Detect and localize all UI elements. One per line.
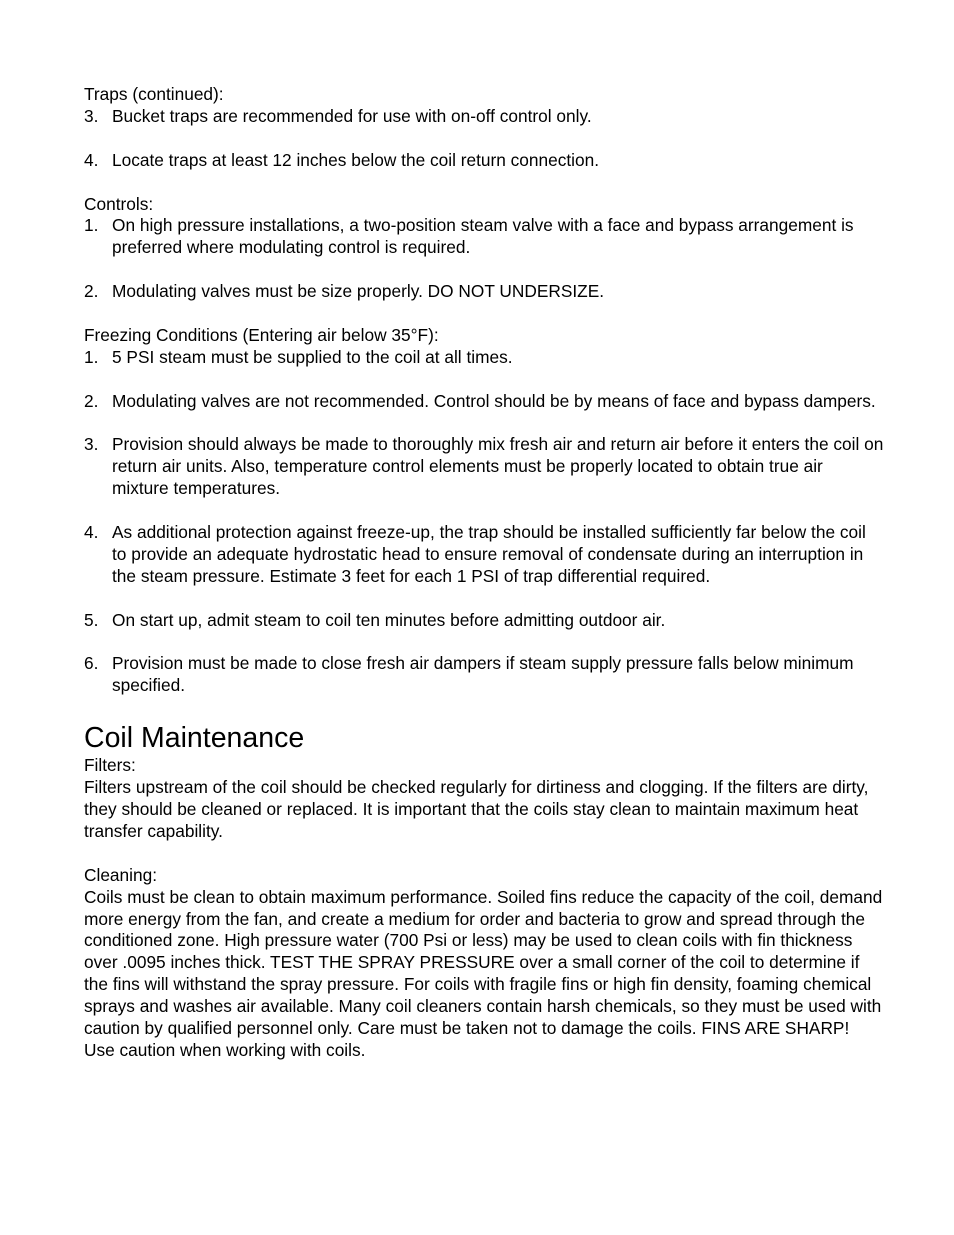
traps-list bbox=[84, 106, 884, 172]
freezing-section bbox=[84, 325, 884, 697]
list-item-text: Locate traps at least 12 inches below the coil return connection. bbox=[112, 149, 600, 170]
list-item-number: 5. bbox=[84, 609, 99, 630]
list-item-number: 2. bbox=[84, 390, 99, 411]
filters-paragraph: Filters upstream of the coil should be checked regularly for dirtiness and clogging. If the filters are dirty, they should be cleaned or replaced. It is important that the coils stay clean to maintain maximum heat transfer capability. bbox=[84, 777, 869, 841]
list-item-text: Provision must be made to close fresh air dampers if steam supply pressure falls below minimum specified. bbox=[112, 653, 854, 696]
spacer bbox=[84, 172, 884, 194]
list-item-number: 4. bbox=[84, 149, 99, 170]
list-item-text: On start up, admit steam to coil ten minutes before admitting outdoor air. bbox=[112, 609, 666, 630]
traps-heading: Traps (continued): bbox=[84, 84, 224, 104]
cleaning-paragraph: Coils must be clean to obtain maximum performance. Soiled fins reduce the capacity of the coil, demand more energy from the fan, and create a medium for order and bacteria to grow and spread through the conditioned zone. High pressure water (700 Psi or less) may be used to clean coils with fin thickness over .0095 inches thick. TEST THE SPRAY PRESSURE over a small corner of the coil to determine if the fins will withstand the spray pressure. For coils with fragile fins or high fin density, foaming chemical sprays and washes air available. Many coil cleaners contain harsh chemicals, so they must be used with caution by qualified personnel only. Care must be taken not to damage the coils. FINS ARE SHARP! Use caution when working with coils. bbox=[84, 886, 883, 1060]
list-item-number: 4. bbox=[84, 522, 99, 543]
list-item bbox=[84, 106, 884, 128]
list-item-number: 3. bbox=[84, 434, 99, 455]
list-item-text: On high pressure installations, a two-position steam valve with a face and bypass arrangement is preferred where modulating control is required. bbox=[112, 215, 854, 258]
section-title: Coil Maintenance bbox=[84, 722, 305, 755]
list-item-text: As additional protection against freeze-up, the trap should be installed sufficiently far below the coil to provide an adequate hydrostatic head to ensure removal of condensate during an interruption in the steam pressure. Estimate 3 feet for each 1 PSI of trap differential required. bbox=[112, 522, 866, 586]
controls-heading: Controls: bbox=[84, 193, 154, 214]
list-item-number: 1. bbox=[84, 215, 99, 236]
spacer bbox=[84, 303, 884, 325]
maintenance-section bbox=[84, 721, 884, 1062]
list-item bbox=[84, 215, 884, 259]
list-item bbox=[84, 653, 884, 697]
list-item-text: Modulating valves must be size properly. DO NOT UNDERSIZE. bbox=[112, 281, 605, 302]
controls-list bbox=[84, 215, 884, 303]
spacer bbox=[84, 843, 884, 865]
list-item bbox=[84, 434, 884, 500]
list-item bbox=[84, 347, 884, 369]
list-item-number: 3. bbox=[84, 105, 99, 126]
freezing-list bbox=[84, 347, 884, 697]
list-item bbox=[84, 391, 884, 413]
list-item-text: Bucket traps are recommended for use with on-off control only. bbox=[112, 105, 592, 126]
list-item bbox=[84, 281, 884, 303]
list-item-number: 1. bbox=[84, 346, 99, 367]
freezing-heading: Freezing Conditions (Entering air below 35°F): bbox=[84, 324, 439, 345]
list-item bbox=[84, 150, 884, 172]
traps-section bbox=[84, 84, 884, 172]
document-page bbox=[84, 84, 884, 1062]
list-item-number: 2. bbox=[84, 281, 99, 302]
list-item-text: Modulating valves are not recommended. Control should be by means of face and bypass dampers. bbox=[112, 390, 876, 411]
cleaning-heading: Cleaning: bbox=[84, 864, 158, 885]
controls-section bbox=[84, 194, 884, 304]
list-item-number: 6. bbox=[84, 653, 99, 674]
list-item-text: Provision should always be made to thoroughly mix fresh air and return air before it enters the coil on return air units. Also, temperature control elements must be properly located to obtain true air mixture temperatures. bbox=[112, 434, 884, 499]
list-item-text: 5 PSI steam must be supplied to the coil at all times. bbox=[112, 346, 513, 367]
filters-heading: Filters: bbox=[84, 755, 136, 776]
list-item bbox=[84, 522, 884, 588]
list-item bbox=[84, 610, 884, 632]
